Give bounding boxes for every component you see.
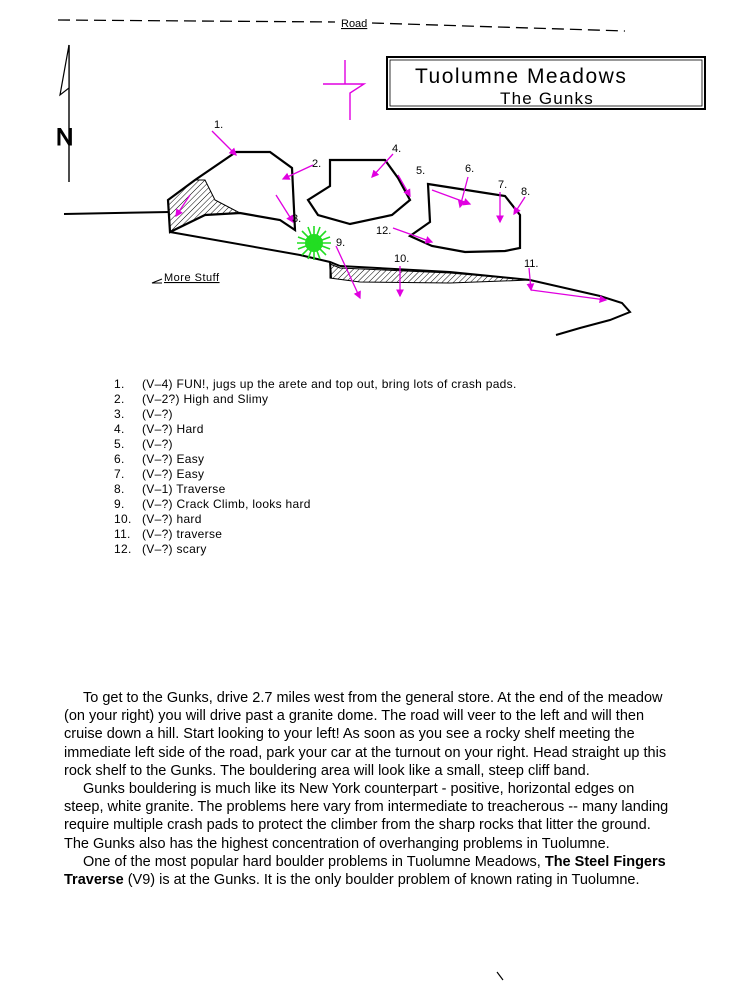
legend-item-number: 1. <box>114 377 125 391</box>
legend-item <box>114 512 534 527</box>
legend-item <box>114 467 534 482</box>
legend-item-text: (V–?) <box>142 437 173 451</box>
legend-item-text: (V–?) <box>142 407 173 421</box>
boulder-2 <box>308 160 410 224</box>
map-title: Tuolumne Meadows <box>415 65 628 88</box>
marker-10: 10. <box>394 253 410 265</box>
legend-item-number: 8. <box>114 482 125 496</box>
tree-icon <box>297 226 331 260</box>
legend-item <box>114 437 534 452</box>
description-paragraph-1: To get to the Gunks, drive 2.7 miles west from the general store. At the end of the meadow (on your right) you will drive past a granite dome. The road will veer to the left and will then cruise down a hill. Start looking to your left! As soon as you see a rocky shelf meeting the immediate left side of the road, park your car at the turnout on your right. Head straight up this rock shelf to the Gunks. The bouldering area will look like a small, steep cliff band. <box>64 690 667 779</box>
more-stuff <box>152 272 220 284</box>
more-stuff-arrow-icon <box>152 279 162 283</box>
marker-1: 1. <box>214 119 224 131</box>
marker-5: 5. <box>416 165 426 177</box>
legend-item-number: 3. <box>114 407 125 421</box>
legend-item-number: 4. <box>114 422 125 436</box>
road <box>58 18 625 31</box>
legend-item <box>114 422 534 437</box>
legend-item-text: (V–?) Easy <box>142 467 205 481</box>
legend-item <box>114 542 534 557</box>
stray-mark <box>0 960 738 984</box>
legend-item <box>114 482 534 497</box>
road-label: Road <box>341 18 368 30</box>
boulder-3 <box>410 184 520 252</box>
legend-item-number: 6. <box>114 452 125 466</box>
description-paragraph-2: Gunks bouldering is much like its New York counterpart - positive, horizontal edges on steep, white granite. The problems here vary from intermediate to treacherous -- many landing require multiple crash pads to protect the climber from the sharp rocks that litter the ground. The Gunks also has the highest concentration of overhanging problems in Tuolumne. <box>64 781 669 852</box>
legend-item <box>114 497 534 512</box>
legend-item <box>114 377 534 392</box>
problem-legend <box>114 377 534 557</box>
legend-item <box>114 392 534 407</box>
legend-item-text: (V–2?) High and Slimy <box>142 392 269 406</box>
legend-item-text: (V–?) scary <box>142 542 207 556</box>
marker-3: 3. <box>292 213 302 225</box>
map-title-box <box>387 57 705 109</box>
legend-item-text: (V–?) hard <box>142 512 202 526</box>
description-p3-rest: (V9) is at the Gunks. It is the only boulder problem of known rating in Tuolumne. <box>123 872 640 889</box>
map-subtitle: The Gunks <box>500 89 594 108</box>
legend-item-number: 7. <box>114 467 125 481</box>
marker-6: 6. <box>465 163 475 175</box>
legend-item-text: (V–?) Easy <box>142 452 205 466</box>
north-arrow-icon <box>56 45 73 182</box>
description-p3-intro: One of the most popular hard boulder problems in Tuolumne Meadows, <box>83 853 545 870</box>
legend-item <box>114 407 534 422</box>
legend-item-text: (V–?) Hard <box>142 422 204 436</box>
marker-8: 8. <box>521 186 531 198</box>
legend-item-number: 11. <box>114 527 131 541</box>
legend-item-text: (V–4) FUN!, jugs up the arete and top out, bring lots of crash pads. <box>142 377 517 391</box>
legend-item-text: (V–?) Crack Climb, looks hard <box>142 497 311 511</box>
legend-item <box>114 452 534 467</box>
legend-item-number: 10. <box>114 512 132 526</box>
description-paragraph-3 <box>64 853 676 889</box>
steel-fingers-traverse: The Steel Fingers Traverse <box>64 853 666 889</box>
legend-item-number: 5. <box>114 437 125 451</box>
legend-item <box>114 527 534 542</box>
approach-description <box>64 689 676 889</box>
legend-item-number: 9. <box>114 497 125 511</box>
marker-2: 2. <box>312 158 322 170</box>
legend-item-text: (V–1) Traverse <box>142 482 226 496</box>
legend-item-number: 12. <box>114 542 132 556</box>
north-label: N <box>56 124 74 151</box>
arrow-1 <box>212 131 236 155</box>
marker-12: 12. <box>376 225 392 237</box>
legend-item-text: (V–?) traverse <box>142 527 223 541</box>
marker-11: 11. <box>524 258 539 270</box>
marker-7: 7. <box>498 179 508 191</box>
arrow-8 <box>514 197 525 214</box>
marker-4: 4. <box>392 143 402 155</box>
boulder-1 <box>168 152 295 232</box>
legend-item-number: 2. <box>114 392 125 406</box>
topo-map <box>0 0 738 345</box>
marker-9: 9. <box>336 237 346 249</box>
trail-marker-icon <box>323 60 364 120</box>
more-stuff-label: More Stuff <box>164 272 220 284</box>
